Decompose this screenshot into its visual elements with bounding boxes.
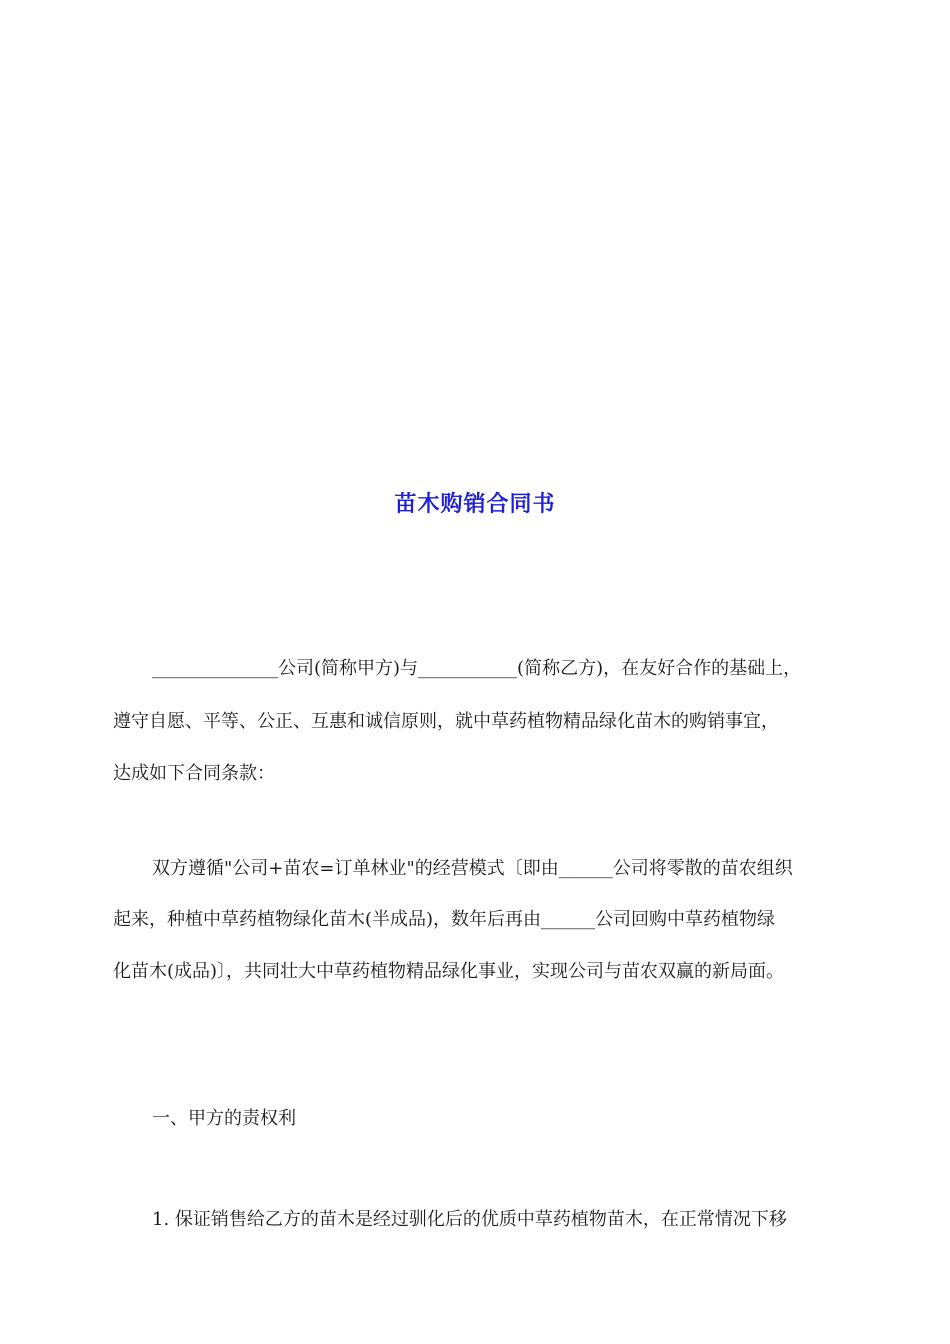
clause-1-text: 1. 保证销售给乙方的苗木是经过驯化后的优质中草药植物苗木，在正常情况下移	[152, 1209, 787, 1230]
mode-line-3: 化苗木(成品)〕，共同壮大中草药植物精品绿化事业，实现公司与苗农双赢的新局面。	[113, 961, 785, 982]
document-title: 苗木购销合同书	[394, 492, 556, 517]
section-heading: 一、甲方的责权利	[152, 1108, 296, 1129]
intro-line-3: 达成如下合同条款：	[113, 763, 275, 784]
mode-line-1: 双方遵循"公司+苗农=订单林业"的经营模式〔即由______公司将零散的苗农组织	[152, 858, 793, 879]
mode-line-2: 起来，种植中草药植物绿化苗木(半成品)，数年后再由______公司回购中草药植物绿	[113, 909, 776, 930]
intro-line-2: 遵守自愿、平等、公正、互惠和诚信原则，就中草药植物精品绿化苗木的购销事宜，	[113, 711, 779, 732]
intro-line-1: ______________公司(简称甲方)与___________(简称乙方)，在友好合作的基础上，	[152, 658, 802, 679]
